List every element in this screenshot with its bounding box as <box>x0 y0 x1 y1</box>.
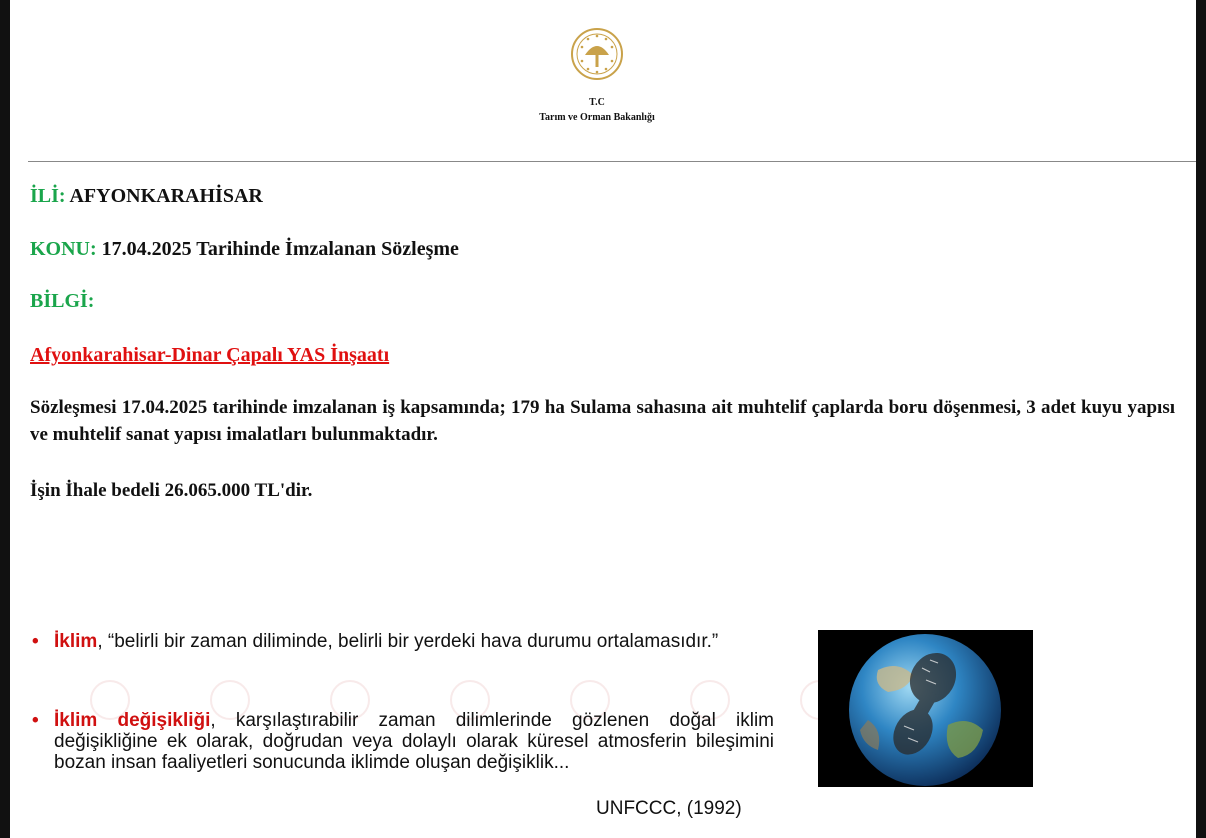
document-page <box>10 0 1196 838</box>
bilgi-row <box>30 290 94 313</box>
definition-iklim: , “belirli bir zaman diliminde, belirli bir yerdeki hava durumu ortalamasıdır.” <box>97 631 719 652</box>
climate-slide <box>10 600 1196 838</box>
bullet-iklim <box>32 631 774 652</box>
konu-row <box>30 238 459 261</box>
il-row <box>30 185 263 208</box>
konu-label: KONU: <box>30 238 97 260</box>
term-iklim: İklim <box>54 631 98 652</box>
bilgi-label: BİLGİ: <box>30 290 95 312</box>
term-iklim-degisikligi: İklim değişikliği <box>54 710 211 731</box>
bullet-iklim-degisikligi <box>32 710 774 773</box>
cost-line: İşin İhale bedeli 26.065.000 TL'dir. <box>30 480 313 501</box>
project-title-row <box>30 344 389 367</box>
definition-iklim-degisikligi: , karşılaştırabilir zaman dilimlerinde gözlenen doğal iklim değişikliğine ek olarak, doğrudan veya dolaylı olarak küresel atmosferin bileşimini bozan insan faaliyetleri sonucunda iklimde oluşan değişiklik... <box>54 710 774 773</box>
project-title[interactable]: Afyonkarahisar-Dinar Çapalı YAS İnşaatı <box>30 344 390 366</box>
header-divider <box>28 161 1196 162</box>
earth-footprint-image <box>818 630 1033 787</box>
il-label: İLİ: <box>30 185 66 207</box>
ministry-emblem-icon <box>570 27 624 81</box>
earth-footprint-icon <box>818 630 1033 787</box>
il-value: AFYONKARAHİSAR <box>69 185 263 207</box>
bullet-dot-icon: • <box>32 710 39 731</box>
header-ministry: Tarım ve Orman Bakanlığı <box>539 112 655 123</box>
body-paragraph: Sözleşmesi 17.04.2025 tarihinde imzalanan iş kapsamında; 179 ha Sulama sahasına ait muhtelif çaplarda boru döşenmesi, 3 adet kuyu yapısı ve muhtelif sanat yapısı imalatları bulunmaktadır. <box>30 397 1175 445</box>
konu-value: 17.04.2025 Tarihinde İmzalanan Sözleşme <box>101 238 459 260</box>
citation: UNFCCC, (1992) <box>596 798 742 819</box>
header-tc: T.C <box>589 97 605 108</box>
bullet-dot-icon: • <box>32 631 39 652</box>
